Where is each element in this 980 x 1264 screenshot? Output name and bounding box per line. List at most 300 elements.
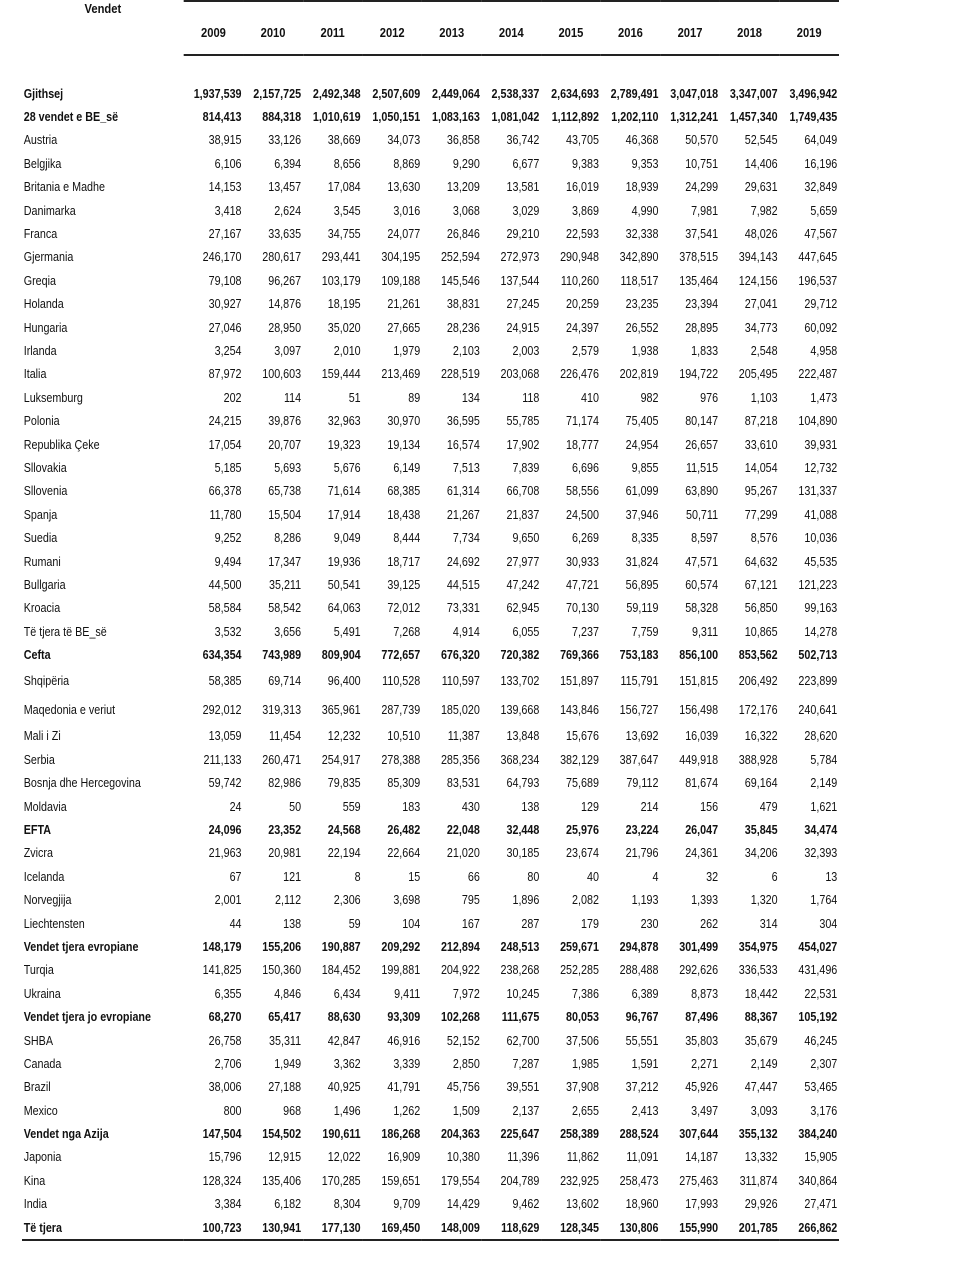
value-cell: 89 [408, 390, 421, 405]
table-row [22, 363, 839, 386]
value-cell: 5,491 [333, 624, 361, 639]
value-cell: 8,597 [691, 531, 719, 546]
value-cell: 1,938 [631, 343, 659, 358]
value-cell: 124,156 [738, 273, 778, 288]
value-cell: 12,915 [268, 1150, 302, 1165]
year-header-2012: 2012 [362, 10, 422, 55]
value-cell: 20,707 [268, 437, 302, 452]
table-row [22, 1005, 839, 1028]
value-cell: 294,878 [619, 939, 659, 954]
value-cell: 9,311 [691, 624, 719, 639]
value-cell: 3,016 [393, 203, 421, 218]
value-cell: 2,306 [333, 893, 361, 908]
value-cell: 7,268 [393, 624, 421, 639]
value-cell: 252,594 [440, 250, 480, 265]
value-cell: 22,531 [804, 986, 838, 1001]
value-cell: 24,568 [327, 823, 361, 838]
value-cell: 15,676 [566, 729, 599, 744]
value-cell: 38,006 [208, 1080, 242, 1095]
value-cell: 278,388 [381, 752, 421, 767]
value-cell: 382,129 [560, 752, 599, 767]
value-cell: 7,287 [512, 1056, 540, 1071]
value-cell: 13,457 [268, 180, 302, 195]
country-name: Turqia [23, 963, 54, 978]
value-cell: 27,041 [744, 297, 778, 312]
value-cell: 29,712 [804, 297, 838, 312]
country-name: SHBA [23, 1033, 54, 1048]
country-name: Brazil [23, 1080, 51, 1095]
value-cell: 18,960 [625, 1197, 659, 1212]
country-name: India [23, 1197, 48, 1212]
value-cell: 22,593 [566, 227, 599, 242]
value-cell: 14,876 [268, 297, 302, 312]
value-cell: 35,679 [744, 1033, 778, 1048]
value-cell: 7,759 [631, 624, 659, 639]
value-cell: 27,046 [208, 320, 242, 335]
value-cell: 184,452 [321, 963, 361, 978]
value-cell: 15 [408, 869, 421, 884]
value-cell: 24,915 [506, 320, 540, 335]
value-cell: 21,020 [446, 846, 480, 861]
value-cell: 3,254 [214, 343, 242, 358]
value-cell: 11,091 [626, 1150, 659, 1165]
value-cell: 47,567 [804, 227, 838, 242]
value-cell: 14,429 [446, 1197, 480, 1212]
value-cell: 559 [342, 799, 361, 814]
value-cell: 45,535 [804, 554, 838, 569]
country-name: Cefta [23, 648, 51, 663]
value-cell: 2,449,064 [431, 86, 480, 101]
value-cell: 64,632 [744, 554, 778, 569]
value-cell: 16,039 [685, 729, 719, 744]
value-cell: 18,442 [744, 986, 778, 1001]
value-cell: 720,382 [500, 648, 540, 663]
value-cell: 7,972 [452, 986, 480, 1001]
value-cell: 982 [640, 390, 659, 405]
table-row [22, 1169, 839, 1192]
value-cell: 23,235 [625, 297, 659, 312]
value-cell: 8,873 [691, 986, 719, 1001]
value-cell: 3,176 [810, 1103, 838, 1118]
value-cell: 34,755 [327, 227, 361, 242]
country-name: Irlanda [23, 343, 57, 358]
value-cell: 447,645 [798, 250, 838, 265]
value-cell: 156,727 [619, 703, 659, 718]
value-cell: 206,492 [738, 674, 778, 689]
value-cell: 18,717 [387, 554, 421, 569]
value-cell: 32,338 [625, 227, 659, 242]
value-cell: 58,542 [268, 601, 302, 616]
country-name: Britania e Madhe [23, 180, 106, 195]
value-cell: 88,367 [744, 1010, 778, 1025]
value-cell: 138 [521, 799, 540, 814]
table-row [22, 1122, 839, 1145]
value-cell: 114 [283, 390, 302, 405]
table-row [22, 865, 839, 888]
year-header-2013: 2013 [422, 10, 482, 55]
value-cell: 13,332 [744, 1150, 778, 1165]
value-cell: 6,394 [274, 156, 302, 171]
value-cell: 2,112 [274, 893, 302, 908]
table-row [22, 129, 839, 152]
value-cell: 25,976 [566, 823, 599, 838]
year-header-2016: 2016 [601, 10, 661, 55]
value-cell: 24,096 [208, 823, 242, 838]
value-cell: 21,261 [387, 297, 421, 312]
value-cell: 44 [229, 916, 242, 931]
country-name: Japonia [23, 1150, 62, 1165]
value-cell: 139,668 [500, 703, 540, 718]
value-cell: 109,188 [381, 273, 421, 288]
value-cell: 6,696 [572, 460, 599, 475]
value-cell: 27,188 [268, 1080, 302, 1095]
value-cell: 60,092 [804, 320, 838, 335]
value-cell: 228,519 [440, 367, 480, 382]
value-cell: 3,656 [274, 624, 302, 639]
value-cell: 38,831 [446, 297, 480, 312]
value-cell: 2,137 [512, 1103, 540, 1118]
value-cell: 19,134 [387, 437, 421, 452]
country-name: Gjermania [23, 250, 74, 265]
value-cell: 2,706 [214, 1056, 242, 1071]
value-cell: 27,665 [387, 320, 421, 335]
value-cell: 39,876 [268, 414, 302, 429]
value-cell: 118 [522, 390, 540, 405]
table-row [22, 176, 839, 199]
value-cell: 22,048 [446, 823, 480, 838]
value-cell: 39,125 [387, 577, 421, 592]
value-cell: 12,232 [327, 729, 361, 744]
value-cell: 110,260 [560, 273, 599, 288]
value-cell: 430 [461, 799, 480, 814]
value-cell: 10,510 [387, 729, 421, 744]
value-cell: 47,571 [685, 554, 719, 569]
value-cell: 204,789 [500, 1173, 540, 1188]
value-cell: 47,242 [506, 577, 540, 592]
country-name: Vendet nga Azija [23, 1127, 109, 1142]
table-row [22, 409, 839, 432]
table-row [22, 105, 839, 128]
value-cell: 53,465 [804, 1080, 838, 1095]
value-cell: 39,551 [506, 1080, 540, 1095]
value-cell: 8,869 [393, 156, 421, 171]
value-cell: 26,846 [446, 227, 480, 242]
value-cell: 41,088 [804, 507, 838, 522]
table-row [22, 339, 839, 362]
value-cell: 14,278 [804, 624, 838, 639]
value-cell: 62,945 [506, 601, 540, 616]
value-cell: 104,890 [798, 414, 838, 429]
year-header-2010: 2010 [243, 10, 303, 55]
value-cell: 18,777 [566, 437, 599, 452]
value-cell: 968 [283, 1103, 302, 1118]
country-name: Ukraina [23, 986, 61, 1001]
table-row [22, 982, 839, 1005]
value-cell: 8,286 [274, 531, 302, 546]
value-cell: 6,355 [214, 986, 242, 1001]
table-row [22, 316, 839, 339]
value-cell: 37,506 [566, 1033, 599, 1048]
value-cell: 14,187 [685, 1150, 719, 1165]
value-cell: 99,163 [804, 601, 838, 616]
year-header-2015: 2015 [541, 10, 601, 55]
value-cell: 1,764 [810, 893, 838, 908]
value-cell: 1,393 [691, 893, 719, 908]
value-cell: 4,958 [810, 343, 838, 358]
value-cell: 22,664 [387, 846, 421, 861]
value-cell: 28,950 [268, 320, 302, 335]
value-cell: 769,366 [560, 648, 599, 663]
value-cell: 11,862 [566, 1150, 599, 1165]
value-cell: 2,538,337 [491, 86, 540, 101]
value-cell: 21,267 [446, 507, 480, 522]
value-cell: 172,176 [738, 703, 778, 718]
value-cell: 365,961 [321, 703, 361, 718]
table-row [22, 795, 839, 818]
value-cell: 12,732 [804, 460, 838, 475]
value-cell: 3,532 [214, 624, 242, 639]
value-cell: 3,362 [333, 1056, 361, 1071]
value-cell: 384,240 [798, 1127, 838, 1142]
value-cell: 59,742 [208, 776, 242, 791]
value-cell: 58,556 [566, 484, 599, 499]
value-cell: 9,709 [393, 1197, 421, 1212]
spacer-row [22, 55, 839, 82]
value-cell: 280,617 [262, 250, 302, 265]
value-cell: 2,010 [333, 343, 361, 358]
value-cell: 7,386 [572, 986, 599, 1001]
value-cell: 9,049 [333, 531, 361, 546]
value-cell: 3,545 [333, 203, 361, 218]
value-cell: 13,059 [208, 729, 242, 744]
value-cell: 67,121 [744, 577, 778, 592]
value-cell: 3,347,007 [729, 86, 778, 101]
value-cell: 6,149 [393, 460, 421, 475]
value-cell: 9,252 [214, 531, 242, 546]
value-cell: 287 [521, 916, 540, 931]
value-cell: 30,970 [387, 414, 421, 429]
value-cell: 2,789,491 [610, 86, 659, 101]
value-cell: 118,517 [620, 273, 659, 288]
value-cell: 1,262 [393, 1103, 421, 1118]
value-cell: 37,908 [566, 1080, 599, 1095]
value-cell: 8,444 [393, 531, 421, 546]
country-name: Vendet tjera jo evropiane [23, 1010, 151, 1025]
value-cell: 79,112 [626, 776, 659, 791]
value-cell: 290,948 [560, 250, 599, 265]
value-cell: 1,083,163 [431, 110, 480, 125]
value-cell: 38,669 [327, 133, 361, 148]
table-row [22, 199, 839, 222]
value-cell: 3,097 [274, 343, 302, 358]
value-cell: 61,099 [625, 484, 659, 499]
value-cell: 814,413 [202, 110, 242, 125]
value-cell: 6 [771, 869, 778, 884]
value-cell: 30,933 [566, 554, 599, 569]
value-cell: 19,936 [327, 554, 361, 569]
value-cell: 340,864 [798, 1173, 838, 1188]
country-name: Të tjera të BE_së [23, 624, 107, 639]
value-cell: 15,504 [268, 507, 302, 522]
value-cell: 285,356 [440, 752, 480, 767]
value-cell: 4,846 [274, 986, 302, 1001]
value-cell: 147,504 [202, 1127, 242, 1142]
value-cell: 1,320 [750, 893, 778, 908]
value-cell: 21,796 [625, 846, 659, 861]
value-cell: 2,579 [572, 343, 599, 358]
value-cell: 8,335 [631, 531, 659, 546]
value-cell: 304 [819, 916, 838, 931]
value-cell: 12,022 [327, 1150, 361, 1165]
value-cell: 8 [354, 869, 361, 884]
value-cell: 10,036 [804, 531, 838, 546]
table-row [22, 1193, 839, 1216]
value-cell: 1,833 [691, 343, 719, 358]
value-cell: 15,796 [208, 1150, 242, 1165]
country-name: Republika Çeke [23, 437, 100, 452]
value-cell: 56,850 [744, 601, 778, 616]
value-cell: 68,270 [208, 1010, 242, 1025]
value-cell: 311,874 [739, 1173, 778, 1188]
value-cell: 6,182 [274, 1197, 302, 1212]
country-name: Liechtensten [23, 916, 85, 931]
value-cell: 1,985 [572, 1056, 599, 1071]
value-cell: 26,758 [208, 1033, 242, 1048]
value-cell: 307,644 [679, 1127, 719, 1142]
table-body [22, 55, 839, 1240]
value-cell: 50,570 [685, 133, 719, 148]
table-row [22, 667, 839, 696]
value-cell: 3,384 [214, 1197, 242, 1212]
value-cell: 378,515 [679, 250, 719, 265]
value-cell: 65,738 [268, 484, 302, 499]
value-cell: 9,650 [512, 531, 540, 546]
value-cell: 61,314 [446, 484, 480, 499]
value-cell: 202 [223, 390, 242, 405]
value-cell: 102,268 [440, 1010, 480, 1025]
value-cell: 6,269 [572, 531, 599, 546]
value-cell: 5,693 [274, 460, 302, 475]
value-cell: 4,914 [452, 624, 480, 639]
value-cell: 55,785 [506, 414, 540, 429]
value-cell: 214 [640, 799, 659, 814]
value-cell: 3,068 [452, 203, 480, 218]
value-cell: 32,849 [804, 180, 838, 195]
value-cell: 26,657 [685, 437, 719, 452]
value-cell: 11,515 [685, 460, 719, 475]
value-cell: 40,925 [327, 1080, 361, 1095]
table-row [22, 1076, 839, 1099]
value-cell: 32,393 [804, 846, 838, 861]
value-cell: 9,290 [452, 156, 480, 171]
value-cell: 24,299 [685, 180, 719, 195]
country-name: EFTA [23, 823, 51, 838]
value-cell: 17,902 [506, 437, 540, 452]
value-cell: 17,347 [268, 554, 302, 569]
value-cell: 16,019 [566, 180, 599, 195]
value-cell: 35,211 [269, 577, 302, 592]
value-cell: 212,894 [440, 939, 480, 954]
country-name: Vendet tjera evropiane [23, 939, 139, 954]
value-cell: 30,927 [208, 297, 242, 312]
country-name: 28 vendet e BE_së [23, 110, 119, 125]
value-cell: 222,487 [798, 367, 838, 382]
value-cell: 60,574 [685, 577, 719, 592]
value-cell: 17,084 [327, 180, 361, 195]
value-cell: 35,311 [269, 1033, 302, 1048]
value-cell: 9,462 [512, 1197, 540, 1212]
value-cell: 13,581 [506, 180, 540, 195]
statistics-table [22, 0, 839, 1241]
value-cell: 1,081,042 [491, 110, 540, 125]
value-cell: 8,576 [750, 531, 778, 546]
value-cell: 7,237 [572, 624, 599, 639]
value-cell: 64,063 [327, 601, 361, 616]
table-row [22, 152, 839, 175]
value-cell: 17,993 [685, 1197, 719, 1212]
value-cell: 28,620 [804, 729, 838, 744]
value-cell: 4 [652, 869, 659, 884]
value-cell: 36,595 [446, 414, 480, 429]
value-cell: 66 [467, 869, 480, 884]
value-cell: 59 [348, 916, 361, 931]
value-cell: 232,925 [560, 1173, 599, 1188]
value-cell: 46,368 [625, 133, 659, 148]
value-cell: 6,106 [214, 156, 242, 171]
value-cell: 73,331 [446, 601, 480, 616]
value-cell: 3,093 [750, 1103, 778, 1118]
value-cell: 130,941 [243, 1216, 303, 1240]
value-cell: 13,602 [566, 1197, 599, 1212]
value-cell: 19,323 [327, 437, 361, 452]
value-cell: 32,963 [327, 414, 361, 429]
value-cell: 246,170 [202, 250, 242, 265]
value-cell: 1,749,435 [789, 110, 838, 125]
value-cell: 62,700 [506, 1033, 540, 1048]
value-cell: 202,819 [619, 367, 659, 382]
value-cell: 292,626 [679, 963, 719, 978]
value-cell: 260,471 [262, 752, 302, 767]
value-cell: 209,292 [381, 939, 421, 954]
value-cell: 252,285 [560, 963, 599, 978]
country-name: Bullgaria [23, 577, 66, 592]
value-cell: 10,380 [446, 1150, 480, 1165]
value-cell: 800 [223, 1103, 242, 1118]
country-name: Të tjera [22, 1216, 184, 1240]
value-cell: 24,215 [208, 414, 242, 429]
value-cell: 32,448 [506, 823, 540, 838]
value-cell: 301,499 [679, 939, 719, 954]
value-cell: 148,179 [202, 939, 242, 954]
value-cell: 133,702 [500, 674, 540, 689]
value-cell: 190,611 [322, 1127, 361, 1142]
value-cell: 52,152 [446, 1033, 480, 1048]
value-cell: 1,591 [631, 1056, 659, 1071]
value-cell: 14,153 [208, 180, 242, 195]
value-cell: 104 [402, 916, 421, 931]
value-cell: 772,657 [381, 648, 421, 663]
value-cell: 96,400 [327, 674, 361, 689]
table-row [22, 696, 839, 725]
value-cell: 976 [700, 390, 719, 405]
value-cell: 199,881 [381, 963, 421, 978]
value-cell: 82,986 [268, 776, 302, 791]
value-cell: 634,354 [202, 648, 242, 663]
table-header [22, 1, 839, 55]
value-cell: 155,206 [262, 939, 302, 954]
value-cell: 24,077 [387, 227, 421, 242]
value-cell: 7,839 [512, 460, 540, 475]
